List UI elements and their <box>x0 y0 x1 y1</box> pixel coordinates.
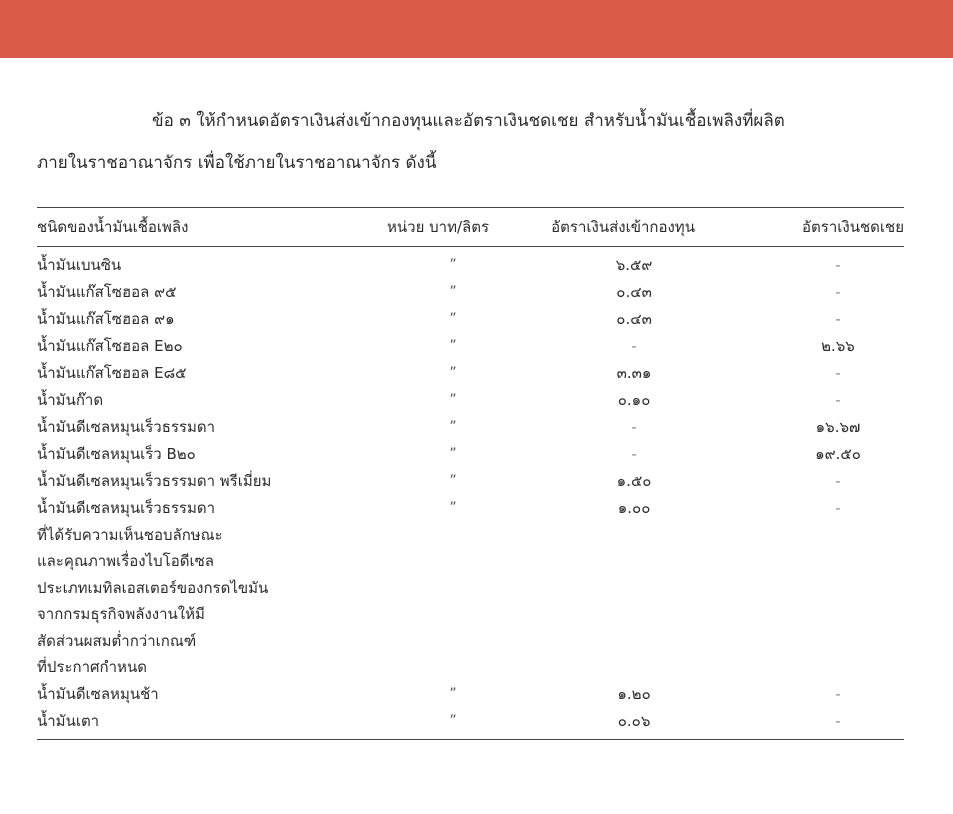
header-unit: หน่วย บาท/ลิตร <box>358 208 518 247</box>
compensation-rate-cell: - <box>835 472 841 490</box>
fuel-name-line: จากกรมธุรกิจพลังงานให้มี <box>37 605 205 623</box>
fuel-name-cell <box>37 414 358 441</box>
top-banner <box>0 0 953 58</box>
unit-ditto-cell: ” <box>449 685 457 702</box>
fuel-name-line: สัดส่วนผสมต่ำกว่าเกณฑ์ <box>37 631 197 650</box>
table-row <box>37 708 904 740</box>
unit-ditto-cell: ” <box>449 257 457 273</box>
compensation-rate-cell: - <box>835 499 841 517</box>
header-fuel-type: ชนิดของน้ำมันเชื้อเพลิง <box>37 208 358 247</box>
contribution-rate-cell: ๐.๑๐ <box>617 391 651 409</box>
unit-ditto-cell: ” <box>449 365 457 381</box>
fuel-name-line: ที่ได้รับความเห็นชอบลักษณะ <box>37 525 223 544</box>
fuel-name-cell <box>37 360 358 387</box>
compensation-rate-cell: - <box>835 310 841 328</box>
contribution-rate-cell: ๐.๐๖ <box>518 708 728 740</box>
contribution-rate-cell: ๓.๓๑ <box>616 364 652 382</box>
fuel-rate-table <box>37 207 904 740</box>
contribution-rate-cell: - <box>631 418 637 436</box>
contribution-rate-cell: - <box>631 337 637 355</box>
unit-ditto-cell: ” <box>449 446 457 462</box>
fuel-name-line: น้ำมันดีเซลหมุนเร็วธรรมดา พรีเมี่ยม <box>37 472 272 490</box>
contribution-rate-cell: ๑.๐๐ <box>617 499 651 517</box>
compensation-rate-cell: ๑๖.๖๗ <box>815 418 861 436</box>
fuel-name-cell <box>37 468 358 495</box>
contribution-rate-cell: ๖.๕๙ <box>615 256 653 274</box>
fuel-name-cell <box>37 247 358 280</box>
compensation-rate-cell: ๑๙.๕๐ <box>815 445 861 463</box>
table-row <box>37 387 904 414</box>
clause-line-2: ภายในราชอาณาจักร เพื่อใช้ภายในราชอาณาจักร ดังนี้ <box>37 153 437 173</box>
header-contribution-rate: อัตราเงินส่งเข้ากองทุน <box>518 208 728 247</box>
fuel-name-line: น้ำมันแก๊สโซฮอล E๘๕ <box>37 364 187 382</box>
table-header-row <box>37 208 904 247</box>
unit-ditto-cell: ” <box>449 392 457 408</box>
fuel-name-line: น้ำมันดีเซลหมุนเร็วธรรมดา <box>37 499 216 517</box>
unit-ditto-cell: ” <box>449 284 457 300</box>
fuel-name-cell <box>37 333 358 360</box>
clause-paragraph <box>37 100 917 184</box>
compensation-rate-cell: - <box>835 391 841 409</box>
compensation-rate-cell: - <box>835 364 841 382</box>
fuel-name-line: น้ำมันดีเซลหมุนเร็วธรรมดา <box>37 418 216 436</box>
fuel-name-line: ที่ประกาศกำหนด <box>37 658 147 676</box>
fuel-name-cell <box>37 306 358 333</box>
fuel-name-line: ประเภทเมทิลเอสเตอร์ของกรดไขมัน <box>37 578 269 597</box>
fuel-name-line: น้ำมันเบนซิน <box>37 256 122 274</box>
fuel-name-cell <box>37 387 358 414</box>
contribution-rate-cell: ๐.๔๓ <box>616 283 652 301</box>
fuel-name-line: น้ำมันดีเซลหมุนเร็ว B๒๐ <box>37 445 196 463</box>
compensation-rate-cell: - <box>728 708 904 740</box>
fuel-name-line: น้ำมันก๊าด <box>37 391 104 409</box>
compensation-rate-cell: - <box>835 684 841 703</box>
fuel-name-cell <box>37 708 358 740</box>
table-row <box>37 441 904 468</box>
fuel-name-line: น้ำมันดีเซลหมุนช้า <box>37 684 159 703</box>
table-row <box>37 247 904 280</box>
compensation-rate-cell: ๒.๖๖ <box>821 337 855 355</box>
fuel-name-line: น้ำมันแก๊สโซฮอล ๙๑ <box>37 310 175 328</box>
table-row <box>37 468 904 495</box>
table-row <box>37 681 904 708</box>
table-body <box>37 247 904 740</box>
table-row <box>37 306 904 333</box>
fuel-name-line: และคุณภาพเรื่องไบโอดีเซล <box>37 552 214 570</box>
fuel-name-line: น้ำมันแก๊สโซฮอล E๒๐ <box>37 337 183 355</box>
unit-ditto-cell: ” <box>449 473 457 489</box>
table-row <box>37 279 904 306</box>
fuel-name-cell <box>37 681 358 708</box>
fuel-name-cell <box>37 441 358 468</box>
contribution-rate-cell: ๑.๒๐ <box>617 684 651 703</box>
table-row <box>37 333 904 360</box>
fuel-name-line: น้ำมันเตา <box>37 711 100 730</box>
unit-ditto-cell: ” <box>449 311 457 327</box>
table-row <box>37 495 904 681</box>
contribution-rate-cell: ๑.๕๐ <box>616 472 652 490</box>
header-compensation-rate: อัตราเงินชดเชย <box>728 208 904 247</box>
fuel-name-cell <box>37 279 358 306</box>
fuel-name-cell <box>37 495 358 681</box>
table-row <box>37 414 904 441</box>
unit-ditto-cell: ” <box>449 338 457 354</box>
unit-ditto-cell: ” <box>358 708 518 740</box>
clause-line-1: ข้อ ๓ ให้กำหนดอัตราเงินส่งเข้ากองทุนและอัตราเงินชดเชย สำหรับน้ำมันเชื้อเพลิงที่ผลิต <box>152 111 785 131</box>
fuel-name-line: น้ำมันแก๊สโซฮอล ๙๕ <box>37 283 177 301</box>
unit-ditto-cell: ” <box>449 419 457 435</box>
compensation-rate-cell: - <box>835 256 841 274</box>
contribution-rate-cell: - <box>631 445 637 463</box>
unit-ditto-cell: ” <box>449 500 457 516</box>
table-row <box>37 360 904 387</box>
compensation-rate-cell: - <box>835 283 841 301</box>
contribution-rate-cell: ๐.๔๓ <box>616 310 652 328</box>
